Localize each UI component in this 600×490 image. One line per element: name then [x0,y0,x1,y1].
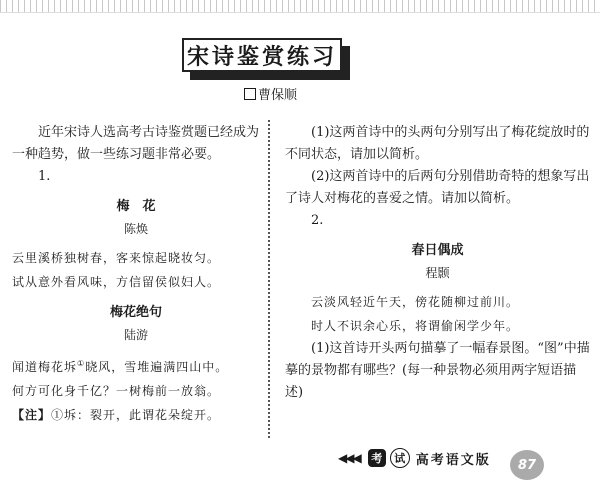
footnote-marker: ① [77,359,86,368]
footnote-text: ①坼：裂开，此谓花朵绽开。 [51,408,221,422]
column-divider [268,120,270,438]
author-square-icon [244,88,256,100]
footnote [12,403,260,427]
poem1-line-2: 试从意外看风味，方信留侯似妇人。 [12,275,221,289]
question-1-sub-2: (2)这两首诗中的后两句分别借助奇特的想象写出了诗人对梅花的喜爱之情。请加以简析。 [285,169,590,206]
page-top-edge [0,0,600,13]
left-column [12,122,260,427]
poem2-title: 梅花绝句 [109,305,162,320]
poem2-line-2: 何方可化身千亿？一树梅前一放翁。 [12,384,221,398]
article-title-block [182,38,342,72]
poem2-line-1-pre: 闻道梅花坼 [12,360,78,374]
question-1-number: 1. [38,169,51,184]
footnote-tag: 【注】 [12,408,52,422]
seal-kao: 考 [368,449,386,467]
triple-arrow-icon: ◀◀◀ [338,451,360,465]
poem3-title: 春日偶成 [411,243,464,258]
poem1-line-1: 云里溪桥独树春，客来惊起晓妆匀。 [12,251,221,265]
poem2-line-1-post: 晓风，雪堆遍满四山中。 [85,360,229,374]
page-number: 87 [510,450,544,480]
seal-shi: 试 [390,448,410,468]
poem3-author: 程颢 [425,266,450,280]
question-2-sub-1: (1)这首诗开头两句描摹了一幅春景图。“图”中描摹的景物都有哪些？(每一种景物必须用两字短语描述) [285,341,590,400]
author-line [244,84,297,103]
poem3-line-1: 云淡风轻近午天，傍花随柳过前川。 [311,295,520,309]
poem1-title: 梅 花 [116,199,156,214]
poem2-author: 陆游 [123,328,148,342]
question-2-number: 2. [311,213,324,228]
intro-paragraph: 近年宋诗人选高考古诗鉴赏题已经成为一种趋势，做一些练习题非常必要。 [12,125,260,162]
poem3-line-2: 时人不识余心乐，将谓偷闲学少年。 [311,319,520,333]
footer-banner [338,446,491,470]
author-name: 曹保顺 [258,88,298,103]
article-title: 宋诗鉴赏练习 [182,38,342,72]
poem2-line-1 [12,352,260,379]
question-1-sub-1: (1)这两首诗中的头两句分别写出了梅花绽放时的不同状态，请加以简析。 [285,125,590,162]
right-column [285,122,590,404]
footer-brand: 高考语文版 [415,452,491,468]
poem1-author: 陈焕 [123,222,148,236]
